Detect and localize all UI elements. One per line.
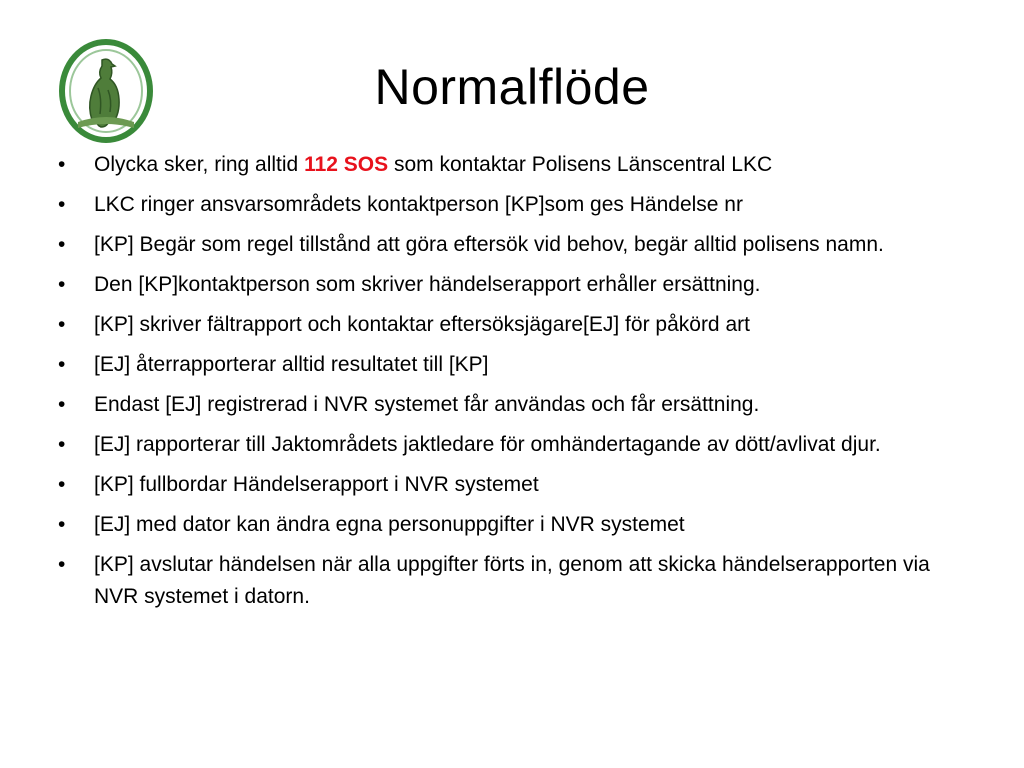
- bullet-item: [52, 189, 972, 221]
- bullet-text: [EJ] återrapporterar alltid resultatet till [KP]: [94, 353, 489, 376]
- bullet-text: som kontaktar Polisens Länscentral LKC: [388, 153, 773, 176]
- bullet-item: [52, 389, 972, 421]
- bullet-text: Olycka sker, ring alltid: [94, 153, 305, 176]
- bullet-item: [52, 549, 972, 613]
- bullet-text: [KP] skriver fältrapport och kontaktar eftersöksjägare[EJ] för påkörd art: [94, 313, 750, 336]
- bullet-text: [EJ] med dator kan ändra egna personuppgifter i NVR systemet: [94, 513, 685, 536]
- bullet-text: [KP] fullbordar Händelserapport i NVR systemet: [94, 473, 539, 496]
- bullet-text: LKC ringer ansvarsområdets kontaktperson [KP]som ges Händelse nr: [94, 193, 743, 216]
- bullet-item: [52, 429, 972, 461]
- bullet-item: [52, 149, 972, 181]
- emergency-number: 112 SOS: [304, 153, 389, 176]
- bullet-text: [KP] avslutar händelsen när alla uppgifter förts in, genom att skicka händelserapporten via NVR systemet i datorn.: [94, 553, 930, 608]
- bullet-text: Endast [EJ] registrerad i NVR systemet får användas och får ersättning.: [94, 393, 760, 416]
- bullet-text: Den [KP]kontaktperson som skriver händelserapport erhåller ersättning.: [94, 273, 761, 296]
- bullet-item: [52, 469, 972, 501]
- bullet-list: [52, 149, 972, 621]
- bullet-item: [52, 309, 972, 341]
- bullet-item: [52, 349, 972, 381]
- bullet-text: [EJ] rapporterar till Jaktområdets jaktledare för omhändertagande av dött/avlivat djur.: [94, 433, 881, 456]
- bullet-text: [KP] Begär som regel tillstånd att göra eftersök vid behov, begär alltid polisens namn.: [94, 233, 884, 256]
- bullet-item: [52, 229, 972, 261]
- slide-title: Normalflöde: [374, 59, 650, 115]
- bullet-item: [52, 269, 972, 301]
- bullet-item: [52, 509, 972, 541]
